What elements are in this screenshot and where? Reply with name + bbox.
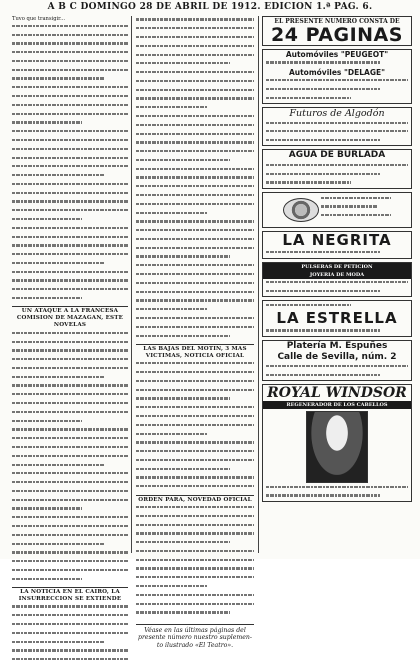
portrait-illustration	[306, 411, 368, 483]
ad-body	[263, 329, 411, 335]
ad-headline: ROYAL WINDSOR	[267, 385, 407, 402]
text-line	[136, 468, 254, 474]
text-line	[12, 236, 128, 242]
text-line	[136, 406, 254, 412]
notice-line: to ilustrado «El Teatro».	[156, 641, 234, 649]
text-line	[136, 220, 254, 226]
text-line	[136, 62, 254, 68]
text-line	[136, 506, 254, 512]
text-line	[12, 69, 128, 75]
text-line	[12, 86, 128, 92]
text-line	[136, 397, 254, 403]
text-line	[136, 168, 254, 174]
text-line	[12, 393, 128, 399]
text-line	[136, 89, 254, 95]
text-line	[136, 194, 254, 200]
text-line	[12, 420, 128, 426]
text-line	[136, 441, 254, 447]
text-line	[12, 402, 128, 408]
text-line	[12, 121, 128, 127]
text-line	[136, 264, 254, 270]
text-line	[136, 176, 254, 182]
text-line	[12, 218, 128, 224]
text-line	[136, 45, 254, 51]
text-line	[12, 271, 128, 277]
ad-royal-windsor	[262, 384, 412, 502]
text-line	[136, 185, 254, 191]
text-line	[136, 585, 254, 591]
text-line	[12, 157, 128, 163]
supplement-notice	[136, 624, 254, 649]
text-line	[12, 481, 128, 487]
text-line	[136, 97, 254, 103]
page-header: A B C DOMINGO 28 DE ABRIL DE 1912. EDICION 1.ª PAG. 6.	[47, 2, 373, 12]
text-line	[136, 229, 254, 235]
ad-headline: Automóviles "PEUGEOT"	[285, 50, 389, 59]
ad-headline: AGUA DE BURLADA	[288, 150, 386, 161]
text-line	[12, 569, 128, 575]
text-line	[136, 150, 254, 156]
text-line	[12, 227, 128, 233]
text-line	[136, 106, 254, 112]
text-line	[12, 367, 128, 373]
text-line	[12, 551, 128, 557]
text-line	[12, 77, 128, 83]
text-line	[12, 641, 128, 647]
text-line	[136, 54, 254, 60]
ad-subheadline: REGENERADOR DE LOS CABELLOS	[263, 401, 411, 409]
text-line	[12, 472, 128, 478]
column-left	[12, 16, 128, 603]
ad-headline: Futuros de Algodón	[289, 108, 385, 120]
text-line	[12, 455, 128, 461]
text-line	[12, 464, 128, 470]
text-line	[12, 332, 128, 338]
text-line	[136, 247, 254, 253]
text-line	[12, 139, 128, 145]
text-line	[12, 605, 128, 611]
text-line	[136, 335, 254, 341]
text-line	[12, 183, 128, 189]
text-line	[136, 550, 254, 556]
text-line	[136, 282, 254, 288]
ad-subheadline: JOYERIA DE MODA	[263, 271, 411, 279]
text-line	[136, 80, 254, 86]
text-line	[12, 95, 128, 101]
column-ads	[262, 16, 412, 553]
text-line	[136, 594, 254, 600]
text-line	[12, 578, 128, 584]
text-line	[12, 148, 128, 154]
ad-headline: PULSERAS DE PETICION	[263, 263, 411, 271]
text-line	[136, 124, 254, 130]
text-line	[12, 297, 128, 303]
text-line	[136, 273, 254, 279]
text-line	[12, 244, 128, 250]
text-line	[136, 476, 254, 482]
text-line	[12, 446, 128, 452]
text-line	[12, 192, 128, 198]
text-line	[136, 532, 254, 538]
text-line	[136, 362, 254, 368]
text-line	[12, 341, 128, 347]
text-line	[136, 415, 254, 421]
text-line	[12, 499, 128, 505]
text-line	[136, 541, 254, 547]
text-line	[136, 308, 254, 314]
ad-headline: Automóviles "DELAGE"	[288, 67, 386, 77]
text-line	[136, 450, 254, 456]
ad-negrita	[262, 231, 412, 259]
text-line	[136, 291, 254, 297]
section-heading: LA NOTICIA EN EL CAIRO, LA INSURRECCION SE EXTIENDE	[12, 587, 128, 603]
text-line	[136, 36, 254, 42]
text-line	[12, 200, 128, 206]
text-line	[12, 262, 128, 268]
text-line	[136, 317, 254, 323]
text-line	[12, 42, 128, 48]
ad-headline: LA NEGRITA	[282, 230, 392, 249]
text-line	[12, 623, 128, 629]
ad-water	[262, 149, 412, 188]
text-line	[136, 424, 254, 430]
column-rule	[258, 16, 259, 553]
text-line	[136, 159, 254, 165]
column-middle	[136, 16, 254, 649]
ad-page-count	[262, 16, 412, 46]
ad-silverware	[262, 340, 412, 382]
section-heading: LAS BAJAS DEL MOTIN, 3 MAS VICTIMAS, NOTICIA OFICIAL	[136, 344, 254, 360]
text-line	[136, 71, 254, 77]
text-line	[136, 576, 254, 582]
text-line	[12, 34, 128, 40]
ad-cotton	[262, 107, 412, 146]
text-line	[12, 174, 128, 180]
ad-body	[263, 164, 411, 188]
text-line	[12, 614, 128, 620]
text-line	[12, 490, 128, 496]
text-line	[12, 253, 128, 259]
ad-body	[321, 194, 391, 220]
text-line	[12, 525, 128, 531]
ad-body	[263, 251, 411, 257]
text-line	[12, 376, 128, 382]
ad-headline: Platería M. Espuñes	[286, 340, 388, 351]
text-line	[12, 209, 128, 215]
ad-body	[263, 365, 411, 380]
ad-subheadline: Calle de Sevilla, núm. 2	[277, 351, 397, 362]
ad-headline: LA ESTRELLA	[276, 308, 398, 327]
ad-body	[263, 281, 411, 296]
text-line	[12, 25, 128, 31]
column-rule	[131, 16, 132, 553]
ad-seal	[262, 192, 412, 228]
text-line	[12, 51, 128, 57]
text-line	[136, 567, 254, 573]
text-line	[12, 349, 128, 355]
text-line	[136, 611, 254, 617]
text-line	[136, 255, 254, 261]
text-line	[12, 516, 128, 522]
text-line	[136, 27, 254, 33]
ad-estrella	[262, 300, 412, 337]
ad-jewelry	[262, 262, 412, 298]
seal-icon	[283, 198, 319, 222]
article-opening: Tuvo que transigir...	[12, 16, 66, 22]
ad-body	[263, 79, 411, 103]
text-line	[12, 279, 128, 285]
text-line	[136, 603, 254, 609]
text-line	[136, 485, 254, 491]
text-line	[12, 543, 128, 549]
section-heading: ORDEN PARA, NOVEDAD OFICIAL	[136, 495, 254, 504]
text-line	[136, 133, 254, 139]
ad-text: EL PRESENTE NUMERO CONSTA DE	[274, 18, 400, 25]
text-line	[136, 524, 254, 530]
text-line	[136, 389, 254, 395]
text-line	[12, 113, 128, 119]
notice-line: Véase en las últimas páginas del	[144, 626, 246, 634]
text-line	[12, 437, 128, 443]
text-line	[12, 560, 128, 566]
text-line	[12, 288, 128, 294]
text-line	[136, 459, 254, 465]
text-line	[136, 238, 254, 244]
text-line	[136, 203, 254, 209]
text-line	[12, 411, 128, 417]
text-line	[12, 632, 128, 638]
text-line	[136, 515, 254, 521]
notice-line: presente número nuestro suplemen-	[138, 634, 252, 642]
text-line	[136, 326, 254, 332]
text-line	[12, 104, 128, 110]
section-heading: UN ATAQUE A LA FRANCESA COMISION DE MAZAGAN, ESTE NOVELAS	[12, 306, 128, 329]
text-line	[136, 141, 254, 147]
text-line	[136, 212, 254, 218]
ad-body	[263, 486, 411, 501]
text-line	[136, 559, 254, 565]
text-line	[136, 371, 254, 377]
text-line	[12, 507, 128, 513]
text-line	[12, 649, 128, 655]
text-line	[12, 658, 128, 664]
text-line	[136, 433, 254, 439]
text-line	[12, 60, 128, 66]
text-line	[136, 380, 254, 386]
text-line	[136, 115, 254, 121]
text-line	[12, 165, 128, 171]
text-line	[12, 384, 128, 390]
text-line	[12, 534, 128, 540]
ad-body	[263, 122, 411, 146]
ad-headline: 24 PAGINAS	[271, 24, 403, 46]
text-line	[12, 130, 128, 136]
ad-automobiles	[262, 49, 412, 104]
text-line	[12, 428, 128, 434]
text-line	[12, 358, 128, 364]
text-line	[136, 18, 254, 24]
text-line	[136, 299, 254, 305]
